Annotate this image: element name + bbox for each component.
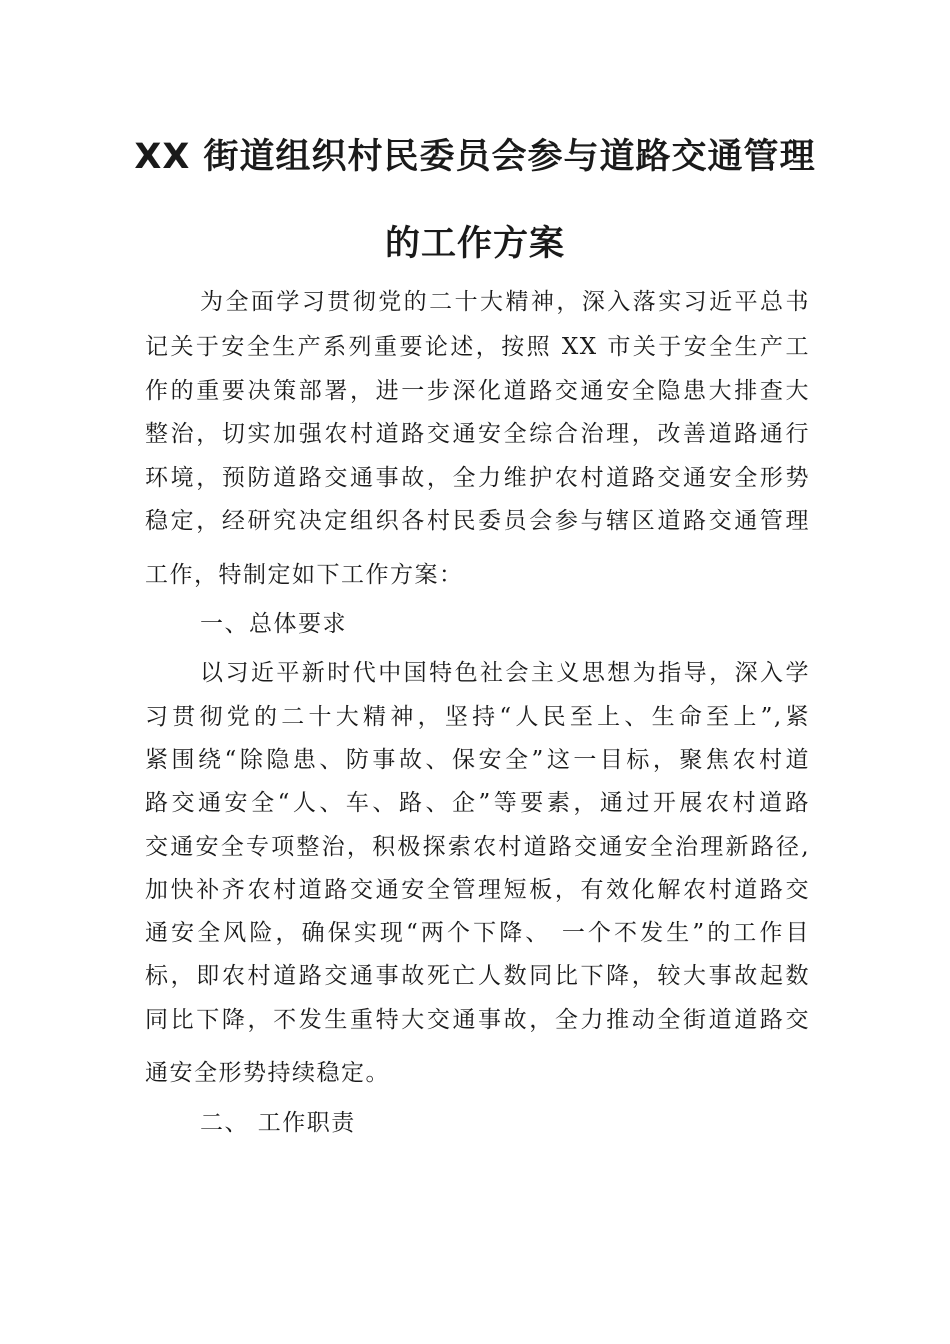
section1-line: 路交通安全“人、车、路、企”等要素，通过开展农村道路	[145, 790, 810, 816]
section1-line: 加快补齐农村道路交通安全管理短板，有效化解农村道路交	[145, 877, 810, 903]
section1-line: 习贯彻党的二十大精神，坚持“人民至上、生命至上”,紧	[145, 704, 810, 730]
intro-line: 整治，切实加强农村道路交通安全综合治理，改善道路通行	[145, 421, 810, 447]
intro-line: 记关于安全生产系列重要论述，按照 XX 市关于安全生产工	[145, 334, 810, 360]
section1-line: 交通安全专项整治，积极探索农村道路交通安全治理新路径,	[145, 834, 810, 860]
section1-line: 标，即农村道路交通事故死亡人数同比下降，较大事故起数	[145, 963, 810, 989]
section1-line: 紧围绕“除隐患、防事故、保安全”这一目标，聚焦农村道	[145, 747, 810, 773]
intro-line: 为全面学习贯彻党的二十大精神，深入落实习近平总书	[200, 289, 810, 315]
intro-line: 作的重要决策部署，进一步深化道路交通安全隐患大排查大	[145, 378, 810, 404]
section-heading-1: 一、总体要求	[200, 611, 347, 637]
document-title-line-2: 的工作方案	[384, 224, 565, 264]
section1-line: 同比下降，不发生重特大交通事故，全力推动全街道道路交	[145, 1007, 810, 1033]
document-title-line-1: XX 街道组织村民委员会参与道路交通管理	[134, 137, 816, 177]
section-heading-2: 二、 工作职责	[200, 1110, 356, 1136]
section1-line: 通安全风险，确保实现“两个下降、 一个不发生”的工作目	[145, 920, 810, 946]
intro-line: 环境，预防道路交通事故，全力维护农村道路交通安全形势	[145, 465, 810, 491]
intro-line: 稳定，经研究决定组织各村民委员会参与辖区道路交通管理	[145, 508, 810, 534]
intro-line: 工作，特制定如下工作方案：	[145, 562, 464, 588]
section1-line: 通安全形势持续稳定。	[145, 1060, 390, 1086]
section1-line: 以习近平新时代中国特色社会主义思想为指导，深入学	[200, 660, 810, 686]
